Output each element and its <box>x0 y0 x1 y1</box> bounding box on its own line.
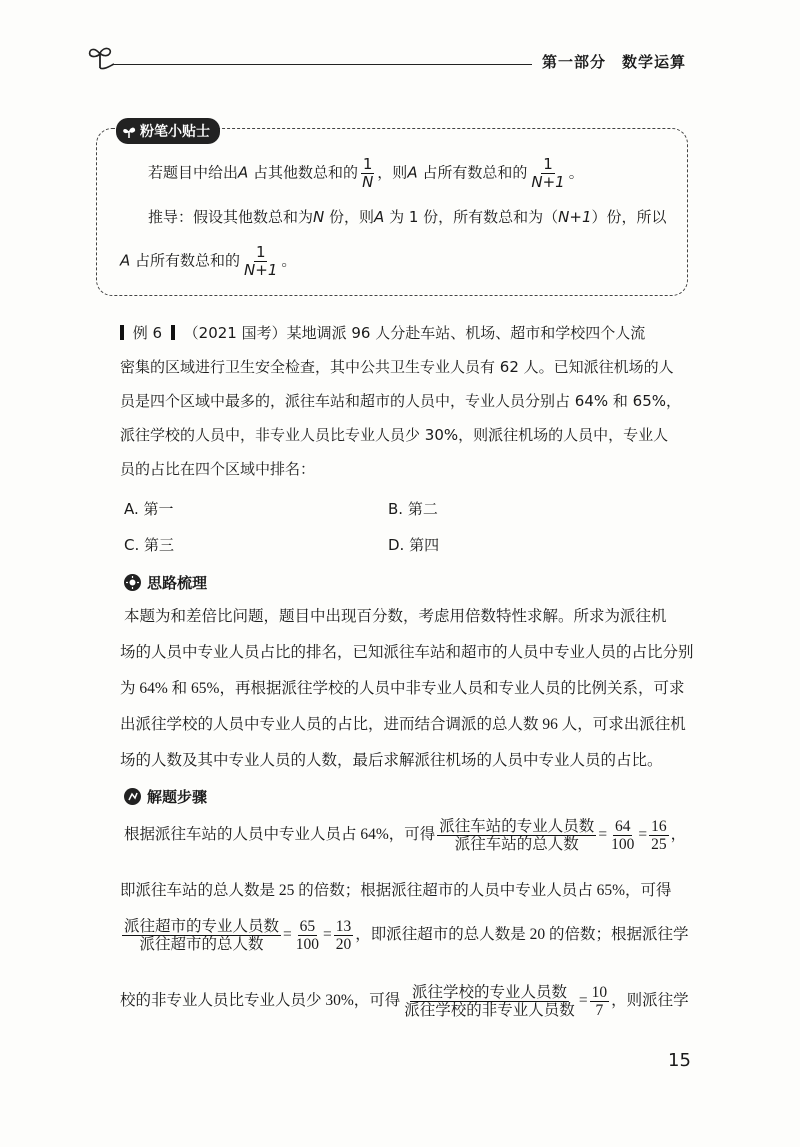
text: 。 <box>568 163 584 182</box>
example-line-3: 员是四个区域中最多的，派往车站和超市的人员中，专业人员分别占 64% 和 65%， <box>120 392 681 410</box>
equals: = <box>598 826 608 844</box>
fraction: $\frac{1}{N+1}$ <box>531 155 565 191</box>
var: A <box>374 208 385 226</box>
solution-line-2: 即派往车站的总人数是 25 的倍数；根据派往超市的人员中专业人员占 65%，可得 <box>120 882 672 899</box>
solution-heading <box>124 786 207 807</box>
page-number: 15 <box>668 1050 691 1071</box>
analysis-heading-label: 思路梳理 <box>147 574 208 592</box>
tip-badge-label: 粉笔小贴士 <box>140 124 210 140</box>
text: 占其他数总和的 <box>248 163 359 182</box>
text: ）份，所以 <box>591 208 667 226</box>
text: 校的非专业人员比专业人员少 30%，可得 <box>120 992 401 1010</box>
tip-line-3 <box>120 244 296 278</box>
option-b[interactable]: B. 第二 <box>388 500 438 518</box>
text: ，则 <box>377 163 408 182</box>
text: 占所有数总和的 <box>417 163 528 182</box>
text: 占所有数总和的 <box>130 251 241 270</box>
analysis-line-4: 出派往学校的人员中专业人员的占比，进而结合调派的总人数 96 人，可求出派往机 <box>120 716 686 733</box>
var: N+1 <box>558 208 592 226</box>
equals: = <box>578 992 588 1010</box>
example-text: （2021 国考）某地调派 96 人分赴车站、机场、超市和学校四个人流 <box>183 324 646 342</box>
header-rule <box>112 64 532 65</box>
var: A <box>238 163 249 182</box>
fraction: $\frac{10}{7}$ <box>591 984 608 1020</box>
solution-heading-label: 解题步骤 <box>147 788 208 806</box>
example-bar-left <box>120 325 124 340</box>
text: ， <box>670 826 687 844</box>
steps-icon <box>124 788 141 805</box>
lightbulb-icon <box>124 574 141 591</box>
example-line-4: 派往学校的人员中，非专业人员比专业人员少 30%，则派往机场的人员中，专业人 <box>120 426 669 444</box>
text: ，则派往学 <box>611 992 689 1010</box>
header-section-title: 第一部分 数学运算 <box>542 53 687 71</box>
text: 若题目中给出 <box>148 163 239 182</box>
fraction: $\frac{\text{派往学校的专业人员数}}{\text{派往学校的非专业人员数}}$ <box>404 984 575 1020</box>
text: ，即派往超市的总人数是 20 的倍数；根据派往学 <box>355 926 689 944</box>
sprout-icon <box>122 125 136 139</box>
example-bar-right <box>171 325 175 340</box>
fraction: $\frac{64}{100}$ <box>611 818 635 854</box>
equals: = <box>323 926 332 944</box>
equals: = <box>283 926 292 944</box>
option-c[interactable]: C. 第三 <box>124 536 175 554</box>
tip-badge <box>116 118 220 144</box>
solution-line-1 <box>124 818 686 853</box>
tip-line-2 <box>148 206 667 227</box>
analysis-line-1: 本题为和差倍比问题，题目中出现百分数，考虑用倍数特性求解。所求为派往机 <box>124 608 667 625</box>
example-line-2: 密集的区域进行卫生安全检查，其中公共卫生专业人员有 62 人。已知派往机场的人 <box>120 358 674 376</box>
sprout-icon <box>86 44 116 74</box>
analysis-line-3: 为 64% 和 65%，再根据派往学校的人员中非专业人员和专业人员的比例关系，可求 <box>120 680 685 697</box>
option-d[interactable]: D. 第四 <box>388 536 440 554</box>
fraction: $\frac{65}{100}$ <box>295 918 320 954</box>
analysis-line-2: 场的人员中专业人员占比的排名，已知派往车站和超市的人员中专业人员的占比分别 <box>120 644 694 661</box>
solution-line-3 <box>120 918 689 953</box>
solution-line-4 <box>120 984 689 1019</box>
var: A <box>407 163 418 182</box>
tip-line-1 <box>148 156 584 190</box>
text: 份，则 <box>324 208 375 226</box>
fraction: $\frac{16}{25}$ <box>651 818 667 854</box>
fraction: $\frac{1}{N+1}$ <box>244 243 278 279</box>
fraction: $\frac{\text{派往超市的专业人员数}}{\text{派往超市的总人数}}$ <box>124 918 280 954</box>
text: 为 1 份，所有数总和为（ <box>384 208 559 226</box>
fraction: $\frac{\text{派往车站的专业人员数}}{\text{派往车站的总人数}}$ <box>439 818 595 854</box>
example-line-5: 员的占比在四个区域中排名： <box>120 460 316 478</box>
equals: = <box>638 826 648 844</box>
example-line-1 <box>120 322 645 343</box>
example-label: 例 6 <box>132 324 163 342</box>
text: 。 <box>281 251 297 270</box>
var: A <box>120 251 131 270</box>
text: 根据派往车站的人员中专业人员占 64%，可得 <box>124 826 436 844</box>
analysis-heading <box>124 572 207 593</box>
option-a[interactable]: A. 第一 <box>124 500 174 518</box>
fraction: $\frac{1}{N}$ <box>362 155 374 191</box>
var: N <box>313 208 325 226</box>
fraction: $\frac{13}{20}$ <box>335 918 352 954</box>
analysis-line-5: 场的人数及其中专业人员的人数，最后求解派往机场的人员中专业人员的占比。 <box>120 752 663 769</box>
text: 推导：假设其他数总和为 <box>148 208 314 226</box>
